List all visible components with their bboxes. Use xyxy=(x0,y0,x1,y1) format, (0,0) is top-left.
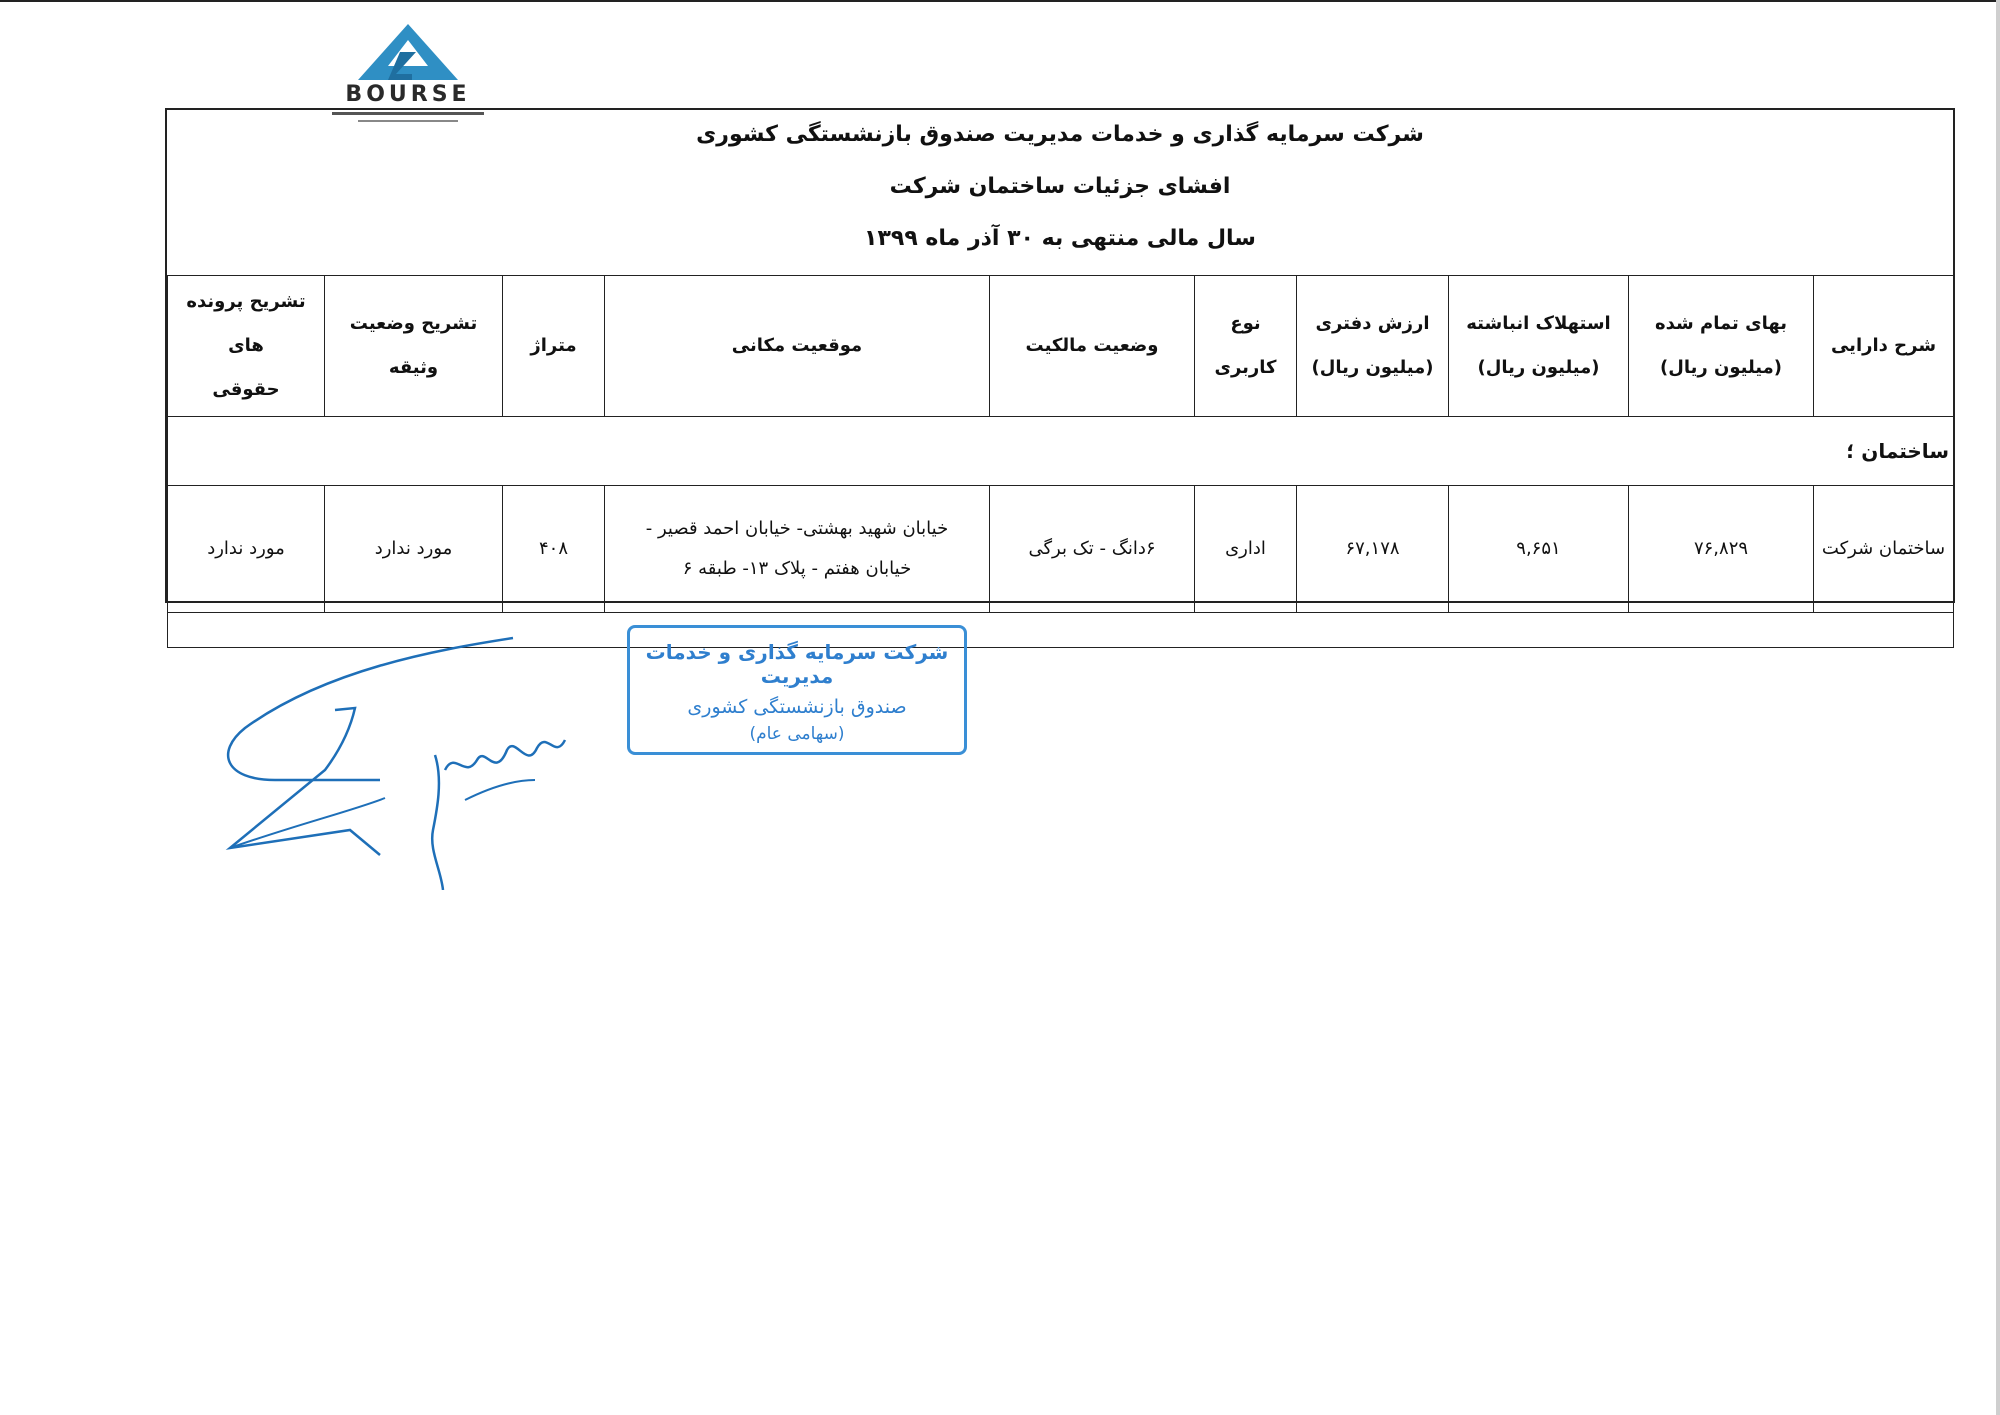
cell-location xyxy=(605,486,990,613)
column-header: وضعیت مالکیت xyxy=(990,276,1195,417)
seal-line-2: صندوق بازنشستگی کشوری xyxy=(687,696,907,718)
building-assets-table xyxy=(167,275,1954,648)
column-header: موقعیت مکانی xyxy=(605,276,990,417)
cell-legal: مورد ندارد xyxy=(168,486,325,613)
column-header: استهلاک انباشته (میلیون ریال) xyxy=(1449,276,1629,417)
column-header: تشریح پرونده های حقوقی xyxy=(168,276,325,417)
title-block xyxy=(167,110,1953,275)
location-line-1: خیابان شهید بهشتی- خیابان احمد قصیر - xyxy=(645,518,949,539)
column-header: متراژ xyxy=(503,276,605,417)
top-border xyxy=(0,0,2000,2)
column-header: ارزش دفتری (میلیون ریال) xyxy=(1297,276,1449,417)
seal-line-3: (سهامی عام) xyxy=(749,724,845,744)
cell-area: ۴۰۸ xyxy=(503,486,605,613)
column-header: شرح دارایی xyxy=(1814,276,1954,417)
document-frame xyxy=(165,108,1955,603)
company-seal xyxy=(627,625,967,755)
section-label: ساختمان ؛ xyxy=(168,417,1954,486)
logo-wordmark: BOURSE xyxy=(345,82,471,107)
column-header: بهای تمام شده (میلیون ریال) xyxy=(1629,276,1814,417)
cell-collateral: مورد ندارد xyxy=(325,486,503,613)
cell-cost: ۷۶,۸۲۹ xyxy=(1629,486,1814,613)
column-header: تشریح وضعیت وثیقه xyxy=(325,276,503,417)
scan-edge xyxy=(1996,0,2000,1415)
column-header: نوع کاربری xyxy=(1195,276,1297,417)
cell-usage: اداری xyxy=(1195,486,1297,613)
handwritten-signature xyxy=(215,630,605,890)
report-subject: افشای جزئیات ساختمان شرکت xyxy=(889,174,1231,199)
table-row xyxy=(168,486,1954,613)
cell-ownership: ۶دانگ - تک برگی xyxy=(990,486,1195,613)
signature-icon xyxy=(215,630,605,890)
table-header-row xyxy=(168,276,1954,417)
company-title: شرکت سرمایه گذاری و خدمات مدیریت صندوق بازنشستگی کشوری xyxy=(696,122,1424,147)
section-row xyxy=(168,417,1954,486)
cell-book-value: ۶۷,۱۷۸ xyxy=(1297,486,1449,613)
cell-depreciation: ۹,۶۵۱ xyxy=(1449,486,1629,613)
cell-description: ساختمان شرکت xyxy=(1814,486,1954,613)
seal-line-1: شرکت سرمایه گذاری و خدمات مدیریت xyxy=(645,640,949,688)
fiscal-period: سال مالی منتهی به ۳۰ آذر ماه ۱۳۹۹ xyxy=(864,226,1256,251)
location-line-2: خیابان هفتم - پلاک ۱۳- طبقه ۶ xyxy=(682,558,912,579)
